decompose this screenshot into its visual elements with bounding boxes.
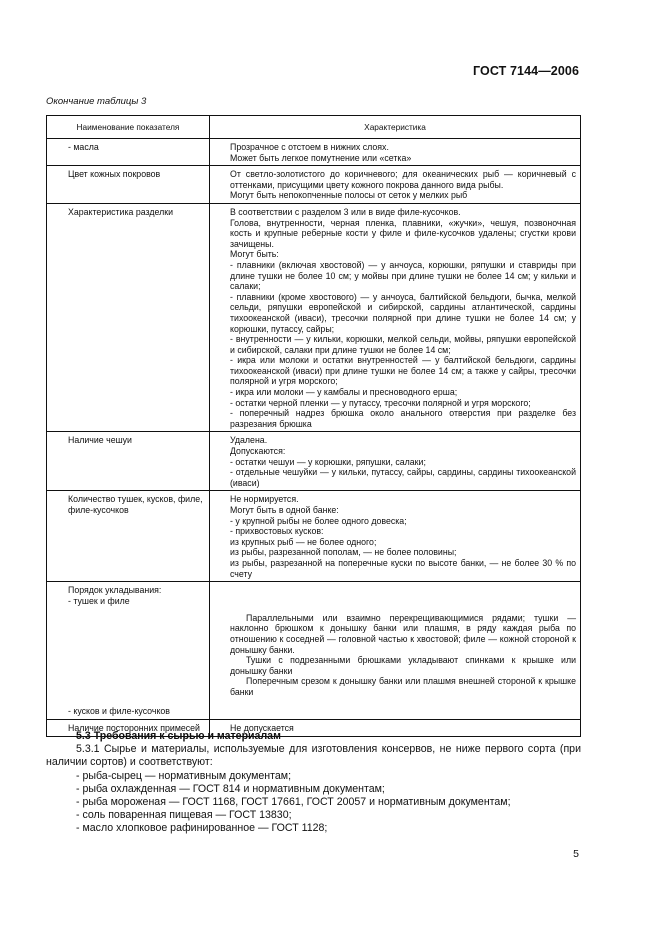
characteristic-paragraph: - плавники (кроме хвостового) — у анчоуса, балтийской бельдюги, бычка, мелкой сельди, ряпушки европейской и сибирской, сардины атлантической, сардины тихоокеанской (иваси), тресочки полярной при длине тушки не более 14 см; у корюшки, путассу, сайры; xyxy=(230,291,576,334)
indicator-cell xyxy=(47,166,210,204)
table-row xyxy=(47,139,581,166)
spacer xyxy=(52,646,206,656)
indicator-cell xyxy=(47,491,210,582)
table-caption: Окончание таблицы 3 xyxy=(46,96,147,107)
spacer xyxy=(52,606,206,616)
list-item: - рыба мороженая — ГОСТ 1168, ГОСТ 17661, ГОСТ 20057 и нормативным документам; xyxy=(76,796,511,809)
characteristic-paragraph: Параллельными или взаимно перекрещивающимися рядами; тушки — наклонно брюшком к донышку банки или плашмя, в ряду каждая рыба по отношению к соседней — головной частью к хвостовой; филе — кожной стороной к донышку банки. xyxy=(230,612,576,655)
spacer xyxy=(230,594,576,604)
characteristic-paragraph: Могут быть непокопченные полосы от сеток у мелких рыб xyxy=(230,190,468,201)
spacer xyxy=(52,656,206,666)
indicator-cell xyxy=(47,432,210,491)
spacer xyxy=(52,696,206,706)
table-row xyxy=(47,203,581,431)
table-row xyxy=(47,432,581,491)
characteristic-paragraph: из крупных рыб — не более одного; xyxy=(230,536,377,547)
spacer xyxy=(52,636,206,646)
characteristic-paragraph: - поперечный надрез брюшка около анального отверстия при разделке без разрезания брюшка xyxy=(230,408,576,429)
section-number: 5.3 xyxy=(76,730,91,742)
indicator-cell xyxy=(47,139,210,166)
characteristic-paragraph: - плавники (включая хвостовой) — у анчоуса, корюшки, ряпушки и ставриды при длине тушки не более 10 см; у мойвы при длине тушки не более 14 см; у кильки и салаки; xyxy=(230,259,576,292)
characteristic-paragraph: Голова, внутренности, черная пленка, плавники, «жучки», чешуя, позвоночная кость и крупные реберные кости у филе и филе-кусочков удалены; сгустки крови зачищены. xyxy=(230,217,576,249)
characteristic-paragraph: из рыбы, разрезанной пополам, — не более половины; xyxy=(230,547,457,558)
section-list xyxy=(46,770,581,836)
characteristic-paragraph: - икра или молоки и остатки внутренностей — у балтийской бельдюги, сардины тихоокеанской (иваси) при длине тушки не более 14 см; а также у сайры, тресочки полярной и угря морского; xyxy=(230,355,576,387)
indicator-cell xyxy=(47,582,210,720)
characteristic-paragraph: - у крупной рыбы не более одного довеска; xyxy=(230,515,407,526)
document-header: ГОСТ 7144—2006 xyxy=(473,64,579,78)
characteristic-paragraph: Могут быть в одной банке: xyxy=(230,505,339,515)
spacer xyxy=(52,626,206,636)
characteristic-cell xyxy=(210,582,581,720)
list-item: - рыба охлажденная — ГОСТ 814 и нормативным документам; xyxy=(76,782,385,795)
table-row xyxy=(47,491,581,582)
characteristic-paragraph: Допускаются: xyxy=(230,446,286,457)
indicator-name: Наличие посторонних примесей xyxy=(68,722,200,733)
spacer xyxy=(52,616,206,626)
characteristic-cell xyxy=(210,432,581,491)
characteristic-paragraph: - внутренности — у кильки, корюшки, мелкой сельди, мойвы, ряпушки европейской и сибирской, салаки при длине тушки не более 14 см; xyxy=(230,334,576,355)
characteristic-paragraph: В соответствии с разделом 3 или в виде филе-кусочков. xyxy=(230,206,461,217)
characteristic-cell xyxy=(210,491,581,582)
spacer xyxy=(52,676,206,686)
characteristic-cell xyxy=(210,139,581,166)
column-header-characteristic: Характеристика xyxy=(210,116,581,139)
characteristic-paragraph: От светло-золотистого до коричневого; для океанических рыб — коричневый с оттенками, присущими цвету кожного покрова данного вида рыбы. xyxy=(230,169,576,190)
indicator-name: Цвет кожных покровов xyxy=(68,169,161,180)
indicator-name: Количество тушек, кусков, филе, филе-кусочков xyxy=(68,494,203,515)
characteristic-paragraph: - икра или молоки — у камбалы и пресноводного ерша; xyxy=(230,387,458,398)
characteristic-paragraph: Прозрачное с отстоем в нижних слоях. xyxy=(230,142,389,152)
spacer xyxy=(52,686,206,696)
list-item: - масло хлопковое рафинированное — ГОСТ 1128; xyxy=(76,822,328,835)
page-number: 5 xyxy=(573,848,579,860)
section-intro: 5.3.1 Сырье и материалы, используемые для изготовления консервов, не ниже первого сорта (при наличии сортов) и соответствуют: xyxy=(46,743,581,769)
specification-table xyxy=(46,115,581,737)
section-title xyxy=(46,730,581,743)
characteristic-cell xyxy=(210,203,581,431)
characteristic-paragraph: - отдельные чешуйки — у кильки, путассу, сайры, сардины, сардины тихоокеанской (иваси) xyxy=(230,467,576,488)
spacer xyxy=(52,666,206,676)
characteristic-paragraph: - остатки чешуи — у корюшки, ряпушки, салаки; xyxy=(230,456,426,467)
characteristic-paragraph: Тушки с подрезанными брюшками укладывают спинками к крышке или донышку банки xyxy=(230,655,576,676)
characteristic-paragraph: Могут быть: xyxy=(230,249,279,260)
indicator-name: - кусков и филе-кусочков xyxy=(68,706,170,717)
characteristic-paragraph: - прихвостовых кусков: xyxy=(230,526,324,537)
table-header-row xyxy=(47,116,581,139)
characteristic-paragraph: Может быть легкое помутнение или «сетка» xyxy=(230,152,412,163)
section-5-3 xyxy=(46,730,581,836)
indicator-name: Характеристика разделки xyxy=(68,206,173,217)
list-item: - соль поваренная пищевая — ГОСТ 13830; xyxy=(76,809,292,822)
table-row xyxy=(47,166,581,204)
characteristic-cell xyxy=(210,166,581,204)
indicator-name: Порядок укладывания: xyxy=(68,585,162,596)
characteristic-paragraph: Удалена. xyxy=(230,435,268,446)
indicator-name: Наличие чешуи xyxy=(68,435,132,446)
characteristic-paragraph: из рыбы, разрезанной на поперечные куски по высоте банки, — не более 30 % по счету xyxy=(230,557,576,579)
indicator-cell xyxy=(47,203,210,431)
characteristic-paragraph: Поперечным срезом к донышку банки или плашмя внешней стороной к крышке банки xyxy=(230,676,576,697)
characteristic-paragraph: - остатки черной пленки — у путассу, тресочки полярной и угря морского; xyxy=(230,397,531,408)
section-heading: Требования к сырью и материалам xyxy=(93,730,281,742)
table-row xyxy=(47,582,581,720)
indicator-name: - тушек и филе xyxy=(68,595,130,606)
list-item: - рыба-сырец — нормативным документам; xyxy=(76,769,292,782)
characteristic-paragraph: Не допускается xyxy=(230,722,294,733)
column-header-indicator: Наименование показателя xyxy=(47,116,210,139)
indicator-name: - масла xyxy=(68,142,99,152)
characteristic-paragraph: Не нормируется. xyxy=(230,494,299,505)
